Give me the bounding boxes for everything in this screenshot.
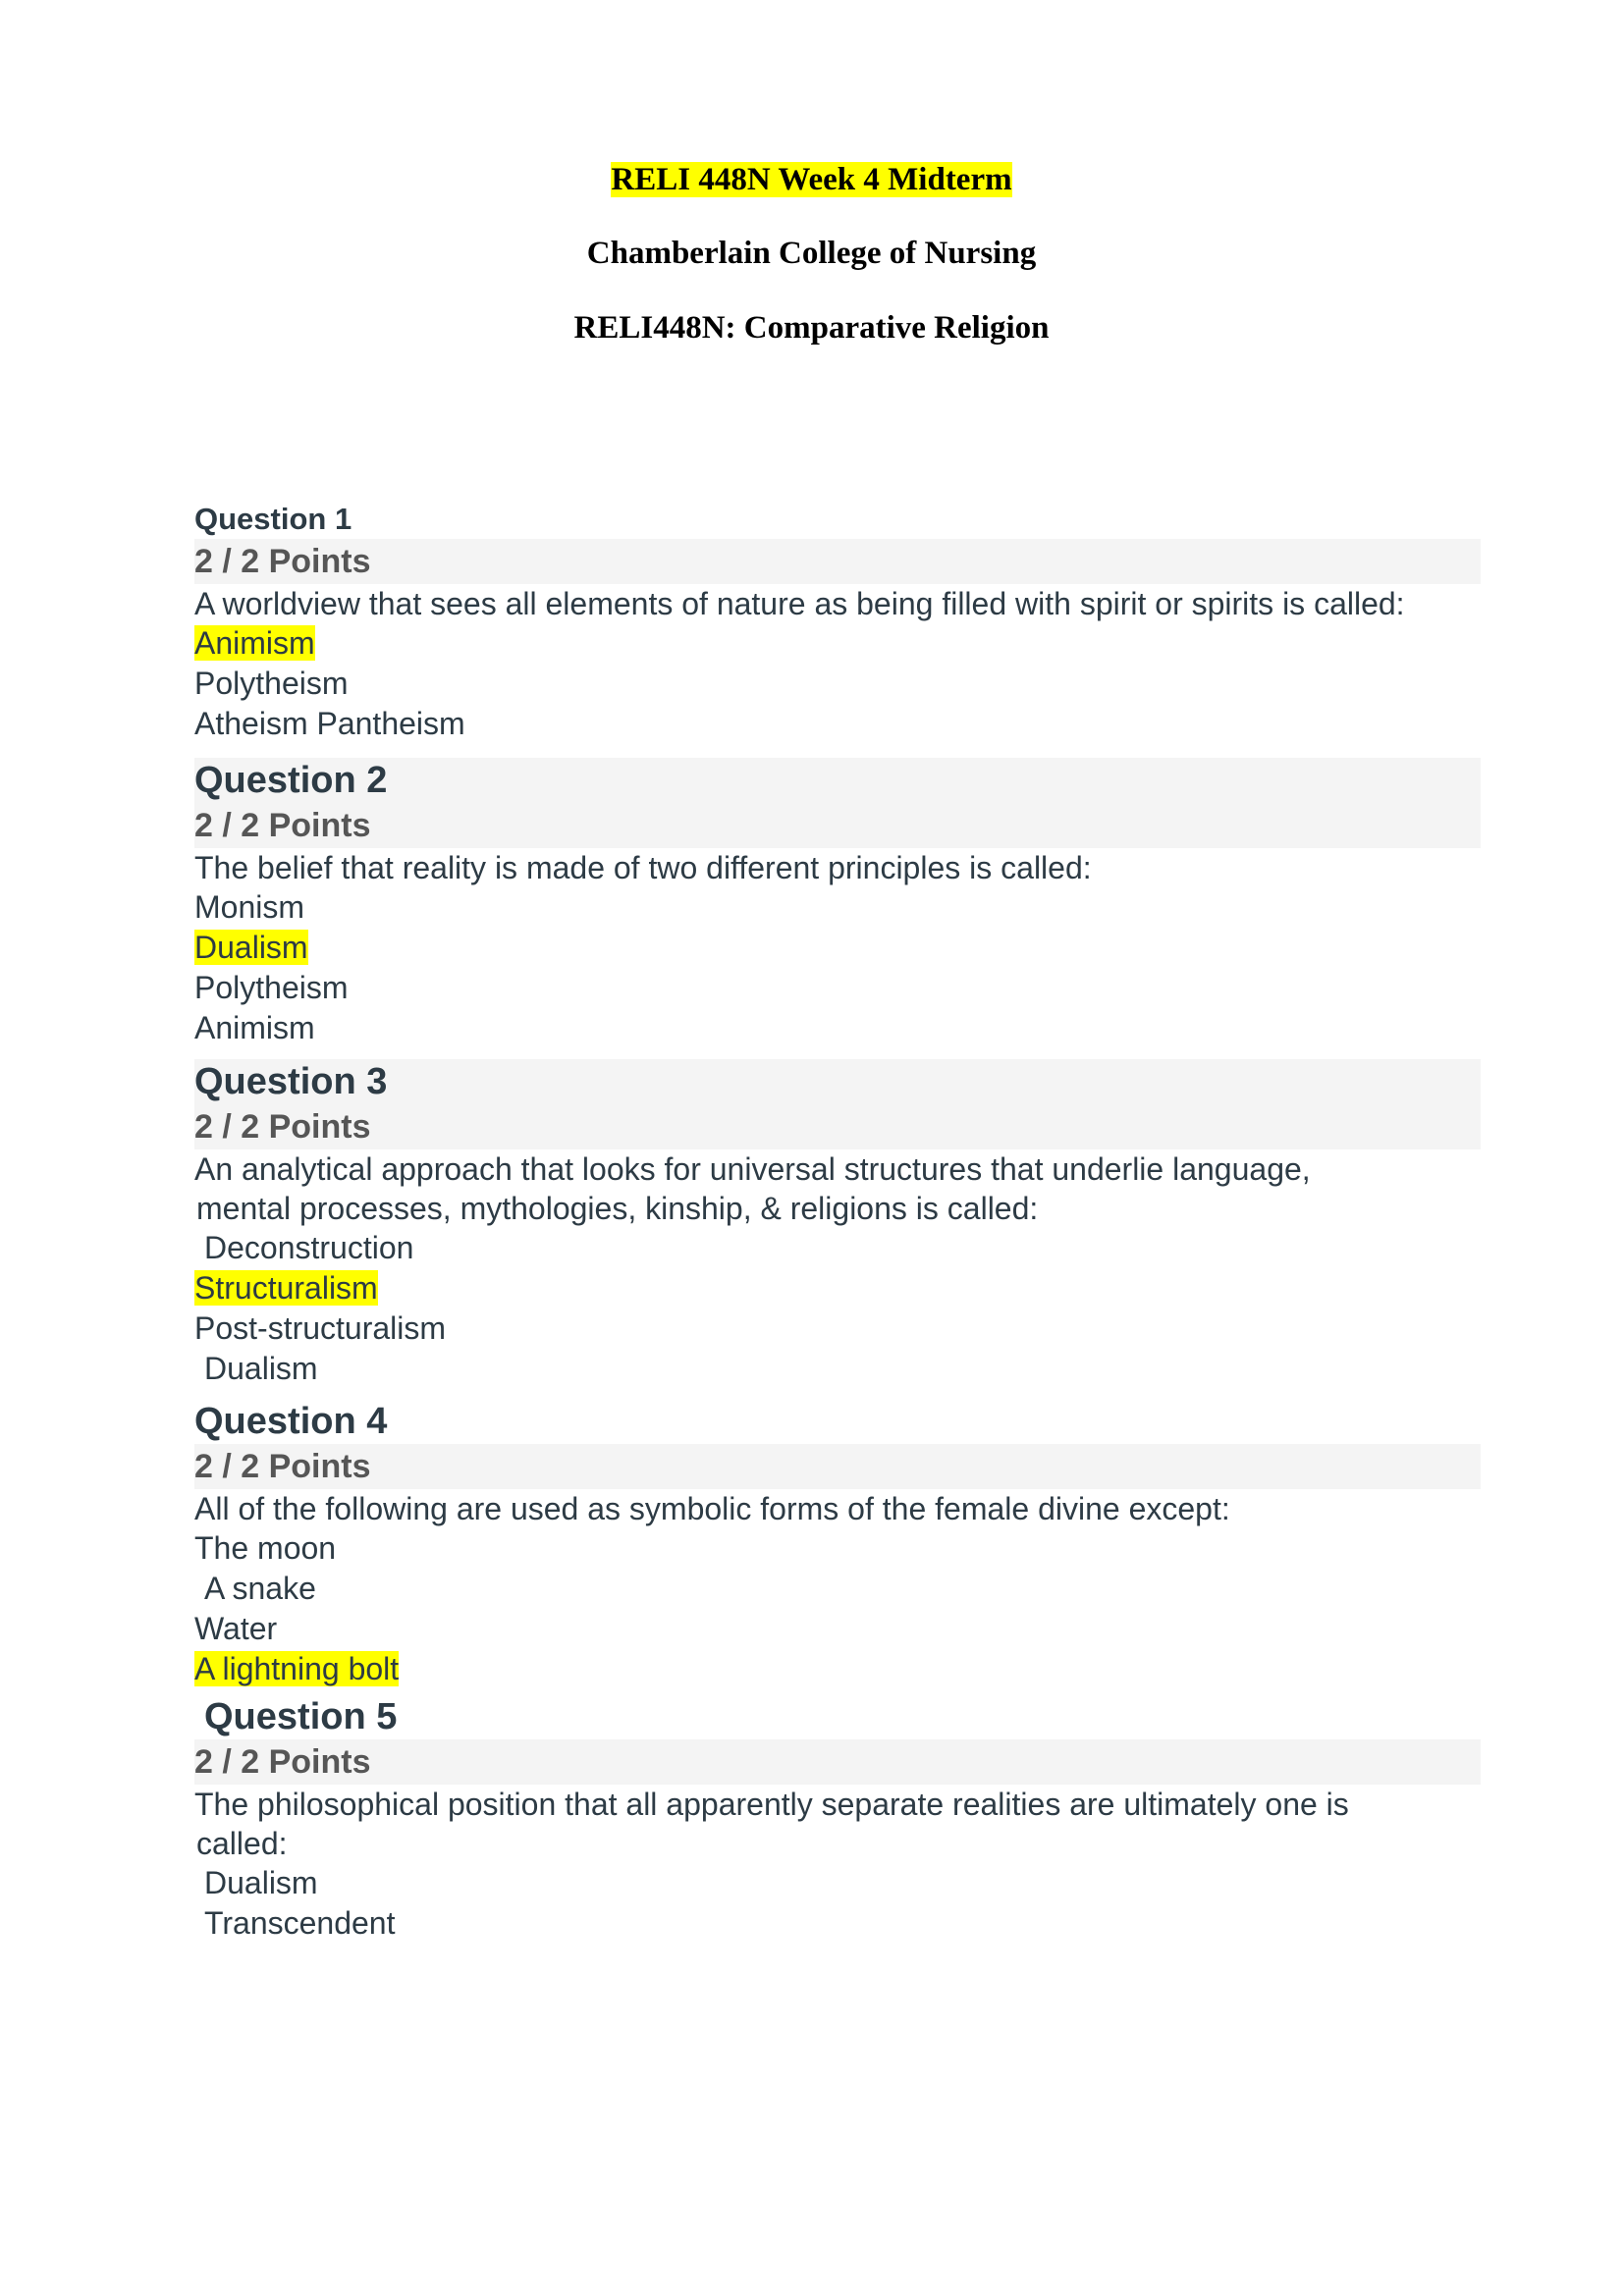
question-title: Question 3 xyxy=(194,1061,388,1102)
answer-option: Polytheism xyxy=(194,666,349,701)
question-1 xyxy=(194,500,1481,744)
question-header xyxy=(194,1059,1481,1149)
answer-option xyxy=(194,623,1481,664)
answer-option: Polytheism xyxy=(194,970,349,1005)
answer-option: Atheism Pantheism xyxy=(194,706,465,741)
answer-option: Transcendent xyxy=(204,1905,396,1941)
answer-option: A snake xyxy=(204,1571,316,1606)
question-title: Question 2 xyxy=(194,760,388,801)
institution-name: Chamberlain College of Nursing xyxy=(586,236,1037,271)
question-text: A worldview that sees all elements of nature as being filled with spirit or spirits is called: xyxy=(194,586,1405,621)
answer-option: Dualism xyxy=(204,1351,318,1386)
question-title: Question 5 xyxy=(204,1696,398,1737)
answer-option: Animism xyxy=(194,1010,315,1045)
answer-option: Post-structuralism xyxy=(194,1310,447,1346)
question-title: Question 1 xyxy=(194,502,352,536)
question-header xyxy=(194,758,1481,848)
question-3 xyxy=(194,1059,1481,1389)
answer-option xyxy=(194,928,1481,968)
points-score: 2 / 2 Points xyxy=(194,1739,1481,1785)
answer-option xyxy=(194,1268,1481,1308)
answer-option: Deconstruction xyxy=(204,1230,414,1265)
answer-option: Dualism xyxy=(204,1865,318,1900)
question-text-line-2: called: xyxy=(196,1826,288,1861)
question-text: All of the following are used as symbolic forms of the female divine except: xyxy=(194,1491,1230,1526)
question-text: An analytical approach that looks for universal structures that underlie language, xyxy=(194,1151,1311,1187)
points-score: 2 / 2 Points xyxy=(194,1444,1481,1489)
answer-option xyxy=(194,1649,1481,1689)
document-title: RELI 448N Week 4 Midterm xyxy=(611,162,1012,197)
question-5 xyxy=(194,1694,1481,1944)
correct-answer: Dualism xyxy=(194,930,308,965)
correct-answer: A lightning bolt xyxy=(194,1651,400,1686)
points-score: 2 / 2 Points xyxy=(194,803,1481,848)
points-score: 2 / 2 Points xyxy=(194,1104,1481,1149)
answer-option: The moon xyxy=(194,1530,337,1566)
answer-option: Monism xyxy=(194,889,305,925)
document-title-line xyxy=(0,160,1623,199)
answer-option: Water xyxy=(194,1611,278,1646)
question-2 xyxy=(194,758,1481,1048)
points-score: 2 / 2 Points xyxy=(194,539,1481,584)
question-4 xyxy=(194,1399,1481,1689)
question-text: The philosophical position that all apparently separate realities are ultimately one is xyxy=(194,1787,1349,1822)
correct-answer: Structuralism xyxy=(194,1270,378,1306)
question-text: The belief that reality is made of two different principles is called: xyxy=(194,850,1092,885)
question-title: Question 4 xyxy=(194,1401,388,1442)
correct-answer: Animism xyxy=(194,625,315,661)
course-name: RELI448N: Comparative Religion xyxy=(573,310,1050,346)
question-text-line-2: mental processes, mythologies, kinship, & religions is called: xyxy=(196,1191,1039,1226)
